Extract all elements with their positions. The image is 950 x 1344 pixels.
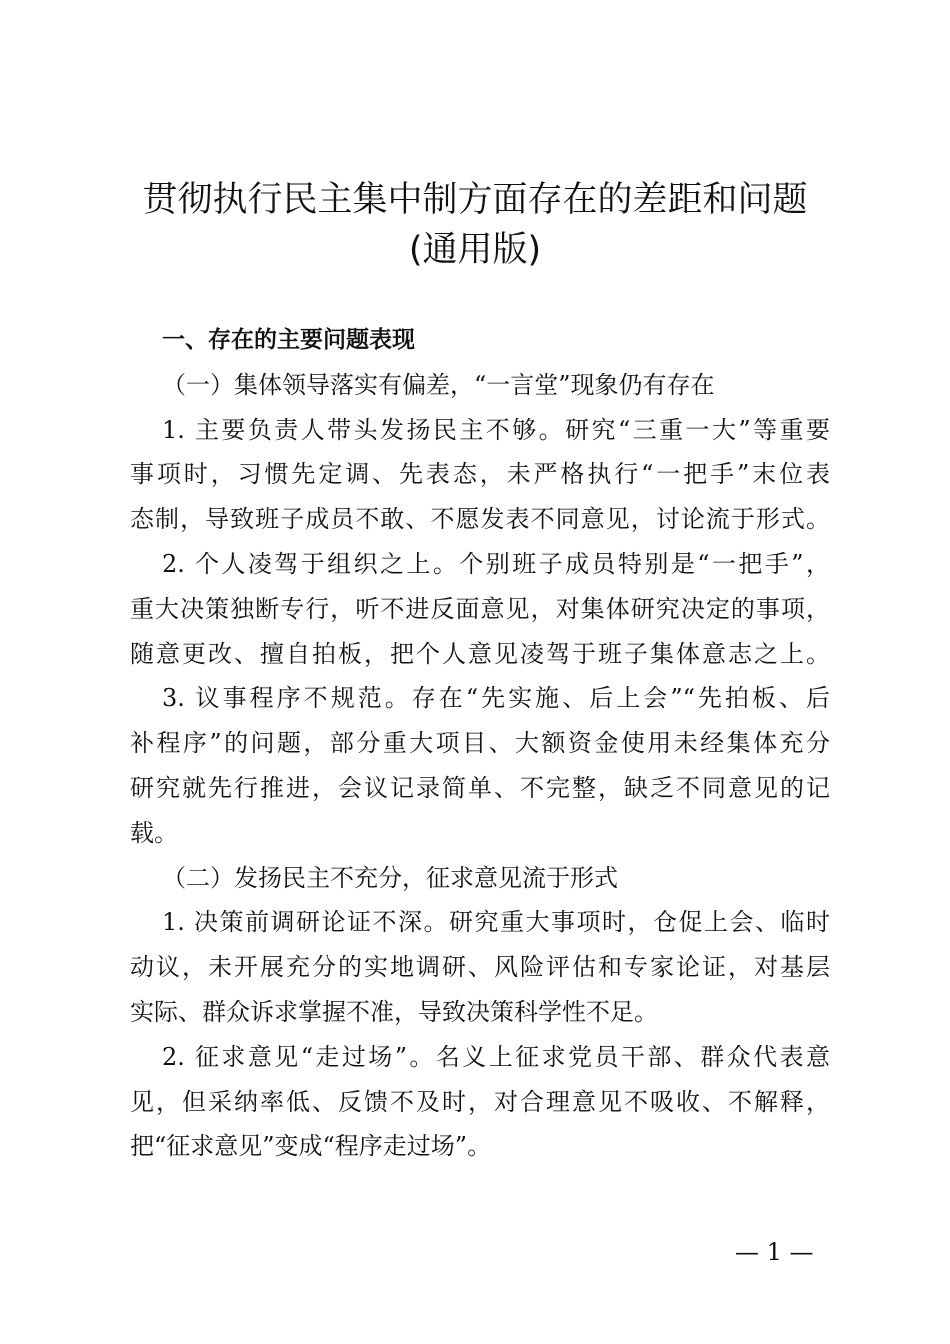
paragraph-line: 动议，未开展充分的实地调研、风险评估和专家论证，对基层 <box>130 953 830 982</box>
subsection-heading-2: （二）发扬民主不充分，征求意见流于形式 <box>162 863 618 892</box>
document-subtitle: (通用版) <box>408 230 542 270</box>
paragraph-line: 实际、群众诉求掌握不准，导致决策科学性不足。 <box>130 997 658 1026</box>
paragraph-line: 补程序”的问题，部分重大项目、大额资金使用未经集体充分 <box>130 729 830 758</box>
page-number: — 1 — <box>735 1238 814 1266</box>
paragraph-line: 见，但采纳率低、反馈不及时，对合理意见不吸收、不解释， <box>130 1087 830 1116</box>
paragraph-line: 研究就先行推进，会议记录简单、不完整，缺乏不同意见的记 <box>130 773 830 802</box>
paragraph-line: 随意更改、擅自拍板，把个人意见凌驾于班子集体意志之上。 <box>130 639 830 668</box>
paragraph-line: 2. 个人凌驾于组织之上。个别班子成员特别是“一把手”， <box>162 549 830 578</box>
paragraph-line: 把“征求意见”变成“程序走过场”。 <box>130 1132 492 1161</box>
subsection-heading-1: （一）集体领导落实有偏差，“一言堂”现象仍有存在 <box>162 370 715 399</box>
paragraph-line: 2. 征求意见“走过场”。名义上征求党员干部、群众代表意 <box>162 1042 830 1071</box>
document-title: 贯彻执行民主集中制方面存在的差距和问题 <box>142 180 808 220</box>
paragraph-line: 载。 <box>130 818 178 847</box>
paragraph-line: 态制，导致班子成员不敢、不愿发表不同意见，讨论流于形式。 <box>130 505 830 534</box>
paragraph-line: 1. 决策前调研论证不深。研究重大事项时，仓促上会、临时 <box>162 908 830 937</box>
section-heading: 一、存在的主要问题表现 <box>162 327 415 353</box>
paragraph-line: 3. 议事程序不规范。存在“先实施、后上会”“先拍板、后 <box>162 684 830 713</box>
paragraph-line: 重大决策独断专行，听不进反面意见，对集体研究决定的事项， <box>130 594 830 623</box>
paragraph-line: 事项时，习惯先定调、先表态，未严格执行“一把手”末位表 <box>130 460 830 489</box>
document-body <box>130 318 830 1169</box>
paragraph-line: 1. 主要负责人带头发扬民主不够。研究“三重一大”等重要 <box>162 415 830 444</box>
